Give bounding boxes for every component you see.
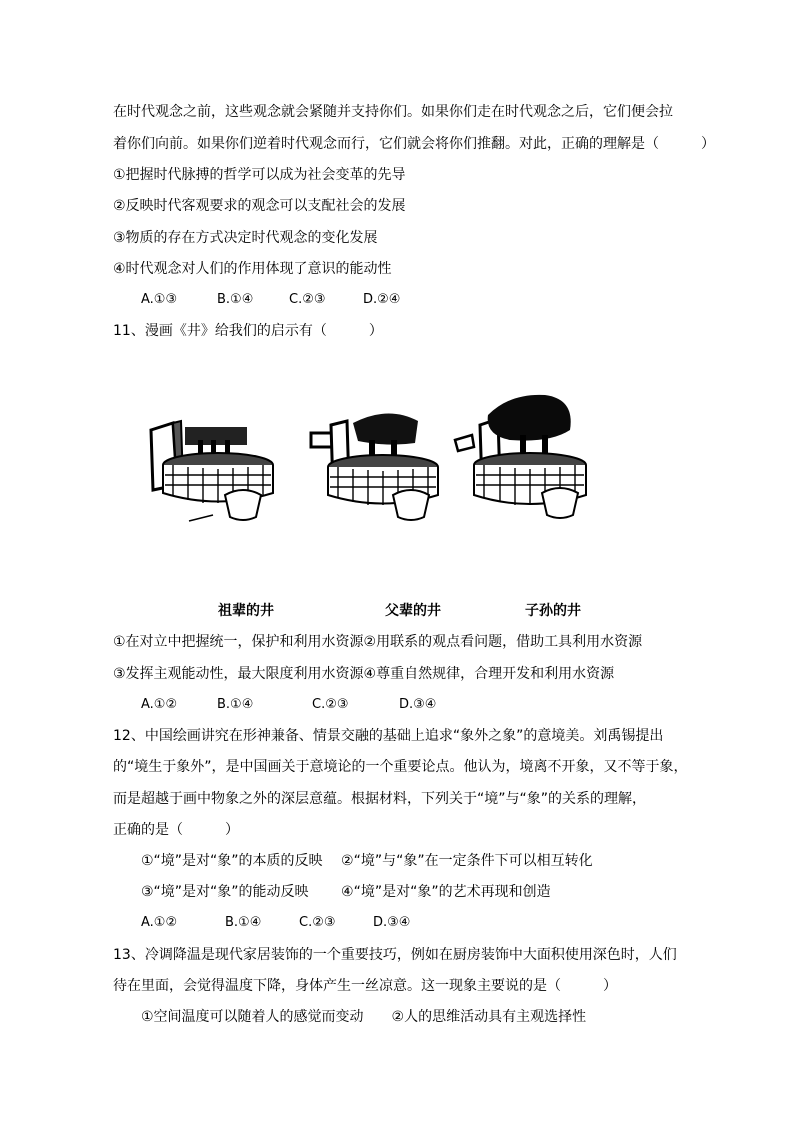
q10-stem-line1: 在时代观念之前，这些观念就会紧随并支持你们。如果你们走在时代观念之后，它们便会拉: [113, 104, 673, 120]
q12-statements-row1: ①“境”是对“象”的本质的反映 ②“境”与“象”在一定条件下可以相互转化: [141, 853, 593, 869]
q12-stem-line2: 的“境生于象外”，是中国画关于意境论的一个重要论点。他认为，境离不开象，又不等于象，: [113, 759, 688, 775]
q10-option-b[interactable]: B.①④: [217, 292, 254, 307]
q10-statement-3: ③物质的存在方式决定时代观念的变化发展: [113, 230, 378, 246]
q10-options: [141, 290, 400, 310]
well-illustration-grandparents: [143, 385, 283, 539]
q11-option-d[interactable]: D.③④: [399, 697, 437, 712]
q11-option-c[interactable]: C.②③: [312, 697, 349, 712]
q10-statement-2: ②反映时代客观要求的观念可以支配社会的发展: [113, 198, 406, 214]
q10-statement-4: ④时代观念对人们的作用体现了意识的能动性: [113, 261, 392, 277]
caption-descendants-well: 子孙的井: [525, 603, 581, 619]
q10-statement-1: ①把握时代脉搏的哲学可以成为社会变革的先导: [113, 167, 406, 183]
q11-statements-line2: ③发挥主观能动性，最大限度利用水资源④尊重自然规律，合理开发和利用水资源: [113, 666, 615, 682]
q12-stem-line3: 而是超越于画中物象之外的深层意蕴。根据材料，下列关于“境”与“象”的关系的理解，: [113, 791, 647, 807]
q11-options: [141, 695, 436, 715]
q10-option-d[interactable]: D.②④: [363, 292, 401, 307]
q10-option-a[interactable]: A.①③: [141, 292, 178, 307]
q11-stem: 11、漫画《井》给我们的启示有（ ）: [113, 323, 383, 339]
q13-stem-line2: 待在里面，会觉得温度下降，身体产生一丝凉意。这一现象主要说的是（ ）: [113, 978, 617, 994]
q12-option-b[interactable]: B.①④: [225, 915, 262, 930]
q12-statements-row2: ③“境”是对“象”的能动反映 ④“境”是对“象”的艺术再现和创造: [141, 884, 551, 900]
q12-stem-line1: 12、中国绘画讲究在形神兼备、情景交融的基础上追求“象外之象”的意境美。刘禹锡提出: [113, 728, 664, 744]
caption-parents-well: 父辈的井: [385, 603, 441, 619]
q11-option-b[interactable]: B.①④: [217, 697, 254, 712]
q11-statements-line1: ①在对立中把握统一，保护和利用水资源②用联系的观点看问题，借助工具利用水资源: [113, 634, 643, 650]
well-illustration-descendants: [450, 385, 595, 539]
q10-stem-line2: 着你们向前。如果你们逆着时代观念而行，它们就会将你们推翻。对此，正确的理解是（ ）: [113, 136, 715, 152]
q12-option-c[interactable]: C.②③: [299, 915, 336, 930]
q12-options: [141, 913, 410, 933]
q12-option-d[interactable]: D.③④: [373, 915, 411, 930]
q11-option-a[interactable]: A.①②: [141, 697, 178, 712]
q12-stem-line4: 正确的是（ ）: [113, 822, 239, 838]
q13-statements-row1: ①空间温度可以随着人的感觉而变动 ②人的思维活动具有主观选择性: [141, 1009, 587, 1025]
q13-stem-line1: 13、冷调降温是现代家居装饰的一个重要技巧，例如在厨房装饰中大面积使用深色时，人们: [113, 947, 677, 963]
caption-grandparents-well: 祖辈的井: [218, 603, 274, 619]
well-illustration-parents: [303, 385, 443, 539]
q10-option-c[interactable]: C.②③: [289, 292, 326, 307]
q12-option-a[interactable]: A.①②: [141, 915, 178, 930]
